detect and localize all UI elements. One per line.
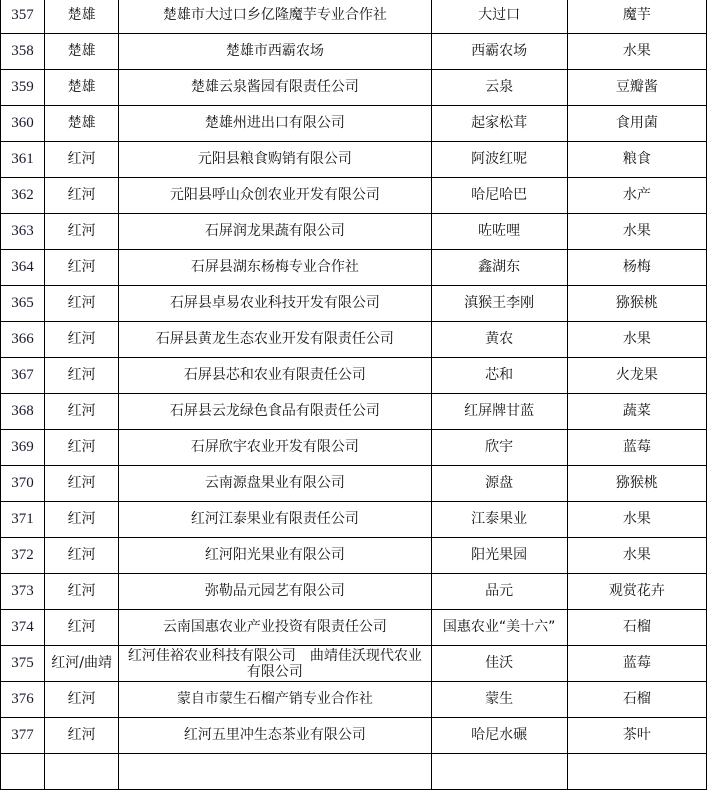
cell-brand: 欣宇: [431, 430, 567, 466]
cell-company-name: 楚雄州进出口有限公司: [119, 106, 431, 142]
table-row: [1, 682, 707, 718]
cell-serial-number: 372: [1, 538, 45, 574]
cell-region: 红河: [45, 250, 119, 286]
cell-company-name: 石屏县黄龙生态农业开发有限责任公司: [119, 322, 431, 358]
cell-company-name: 云南源盘果业有限公司: [119, 466, 431, 502]
table-row: [1, 70, 707, 106]
cell-region: 红河: [45, 538, 119, 574]
cell-company-name: 红河五里冲生态茶业有限公司: [119, 718, 431, 754]
cell-brand: 西霸农场: [431, 34, 567, 70]
cell-brand: 国惠农业“美十六”: [431, 610, 567, 646]
table-row: [1, 718, 707, 754]
cell-region: 红河: [45, 610, 119, 646]
cell-product: 水产: [567, 178, 706, 214]
cell-product: 蓝莓: [567, 430, 706, 466]
cell-company-name: 石屏润龙果蔬有限公司: [119, 214, 431, 250]
cell-serial-number: 361: [1, 142, 45, 178]
cell-company-name: 楚雄市西霸农场: [119, 34, 431, 70]
cell-serial-number: 357: [1, 0, 45, 34]
cell-region: 红河: [45, 142, 119, 178]
cell-product: [567, 754, 706, 790]
table-row: [1, 430, 707, 466]
table-row: [1, 142, 707, 178]
cell-company-name: 弥勒品元园艺有限公司: [119, 574, 431, 610]
cell-serial-number: 377: [1, 718, 45, 754]
cell-brand: 云泉: [431, 70, 567, 106]
cell-brand: 起家松茸: [431, 106, 567, 142]
cell-serial-number: 376: [1, 682, 45, 718]
cell-region: 红河: [45, 718, 119, 754]
table-row: [1, 358, 707, 394]
cell-product: 猕猴桃: [567, 466, 706, 502]
cell-brand: [431, 754, 567, 790]
cell-product: 猕猴桃: [567, 286, 706, 322]
cell-brand: 江泰果业: [431, 502, 567, 538]
cell-product: 观赏花卉: [567, 574, 706, 610]
cell-brand: 红屏牌甘蓝: [431, 394, 567, 430]
cell-product: 石榴: [567, 610, 706, 646]
table-row: [1, 394, 707, 430]
cell-serial-number: 373: [1, 574, 45, 610]
cell-region: 红河: [45, 214, 119, 250]
cell-serial-number: 362: [1, 178, 45, 214]
cell-product: 豆瓣酱: [567, 70, 706, 106]
cell-brand: 芯和: [431, 358, 567, 394]
table-row: [1, 610, 707, 646]
cell-serial-number: 363: [1, 214, 45, 250]
cell-product: 杨梅: [567, 250, 706, 286]
table-row: [1, 250, 707, 286]
cell-brand: 蒙生: [431, 682, 567, 718]
cell-region: 红河: [45, 178, 119, 214]
cell-company-name: 楚雄云泉酱园有限责任公司: [119, 70, 431, 106]
cell-region: 红河/曲靖: [45, 646, 119, 682]
cell-serial-number: 375: [1, 646, 45, 682]
cell-company-name: 元阳县呼山众创农业开发有限公司: [119, 178, 431, 214]
cell-product: 水果: [567, 322, 706, 358]
cell-serial-number: 369: [1, 430, 45, 466]
cell-brand: 阿波红呢: [431, 142, 567, 178]
cell-company-name: 云南国惠农业产业投资有限责任公司: [119, 610, 431, 646]
cell-serial-number: 371: [1, 502, 45, 538]
cell-region: [45, 754, 119, 790]
cell-company-name: [119, 754, 431, 790]
cell-company-name: 石屏县芯和农业有限责任公司: [119, 358, 431, 394]
cell-company-name: 红河佳裕农业科技有限公司 曲靖佳沃现代农业有限公司: [119, 646, 431, 682]
cell-company-name: 石屏县卓易农业科技开发有限公司: [119, 286, 431, 322]
cell-brand: 哈尼水碾: [431, 718, 567, 754]
cell-brand: 哈尼哈巴: [431, 178, 567, 214]
cell-brand: 黄农: [431, 322, 567, 358]
cell-product: 粮食: [567, 142, 706, 178]
cell-company-name: 楚雄市大过口乡亿隆魔芋专业合作社: [119, 0, 431, 34]
cell-product: 茶叶: [567, 718, 706, 754]
cell-brand: 滇猴王李刚: [431, 286, 567, 322]
cell-brand: 佳沃: [431, 646, 567, 682]
cell-region: 红河: [45, 286, 119, 322]
cell-serial-number: [1, 754, 45, 790]
cell-company-name: 红河阳光果业有限公司: [119, 538, 431, 574]
cell-company-name: 石屏县云龙绿色食品有限责任公司: [119, 394, 431, 430]
cell-company-name: 蒙自市蒙生石榴产销专业合作社: [119, 682, 431, 718]
table-row: [1, 0, 707, 34]
cell-region: 红河: [45, 394, 119, 430]
cell-region: 楚雄: [45, 0, 119, 34]
cell-product: 石榴: [567, 682, 706, 718]
table-row: [1, 34, 707, 70]
cell-company-name: 元阳县粮食购销有限公司: [119, 142, 431, 178]
table-row: [1, 322, 707, 358]
cell-region: 楚雄: [45, 70, 119, 106]
table-row: [1, 754, 707, 790]
cell-serial-number: 358: [1, 34, 45, 70]
cell-brand: 鑫湖东: [431, 250, 567, 286]
cell-serial-number: 364: [1, 250, 45, 286]
table-row: [1, 106, 707, 142]
cell-brand: 阳光果园: [431, 538, 567, 574]
cell-product: 蓝莓: [567, 646, 706, 682]
cell-brand: 咗咗哩: [431, 214, 567, 250]
cell-product: 蔬菜: [567, 394, 706, 430]
table-row: [1, 574, 707, 610]
cell-company-name: 石屏欣宇农业开发有限公司: [119, 430, 431, 466]
table-row: [1, 214, 707, 250]
table-row: [1, 286, 707, 322]
cell-company-name: 红河江泰果业有限责任公司: [119, 502, 431, 538]
cell-serial-number: 359: [1, 70, 45, 106]
table-body: [1, 0, 707, 790]
cell-serial-number: 374: [1, 610, 45, 646]
table-row: [1, 466, 707, 502]
table-row: [1, 646, 707, 682]
cell-region: 楚雄: [45, 106, 119, 142]
cell-serial-number: 365: [1, 286, 45, 322]
table-row: [1, 502, 707, 538]
cell-product: 水果: [567, 538, 706, 574]
table-row: [1, 178, 707, 214]
cell-region: 红河: [45, 322, 119, 358]
cell-region: 红河: [45, 358, 119, 394]
cell-region: 红河: [45, 574, 119, 610]
table-row: [1, 538, 707, 574]
cell-brand: 大过口: [431, 0, 567, 34]
cell-product: 食用菌: [567, 106, 706, 142]
cell-serial-number: 370: [1, 466, 45, 502]
cell-company-name: 石屏县湖东杨梅专业合作社: [119, 250, 431, 286]
cell-region: 楚雄: [45, 34, 119, 70]
cell-product: 水果: [567, 214, 706, 250]
cell-brand: 源盘: [431, 466, 567, 502]
cell-brand: 品元: [431, 574, 567, 610]
cell-serial-number: 368: [1, 394, 45, 430]
cell-region: 红河: [45, 682, 119, 718]
cell-region: 红河: [45, 466, 119, 502]
cell-region: 红河: [45, 502, 119, 538]
cell-serial-number: 366: [1, 322, 45, 358]
cell-product: 水果: [567, 34, 706, 70]
cell-product: 魔芋: [567, 0, 706, 34]
cell-serial-number: 360: [1, 106, 45, 142]
cell-product: 火龙果: [567, 358, 706, 394]
cell-serial-number: 367: [1, 358, 45, 394]
cell-region: 红河: [45, 430, 119, 466]
cell-product: 水果: [567, 502, 706, 538]
